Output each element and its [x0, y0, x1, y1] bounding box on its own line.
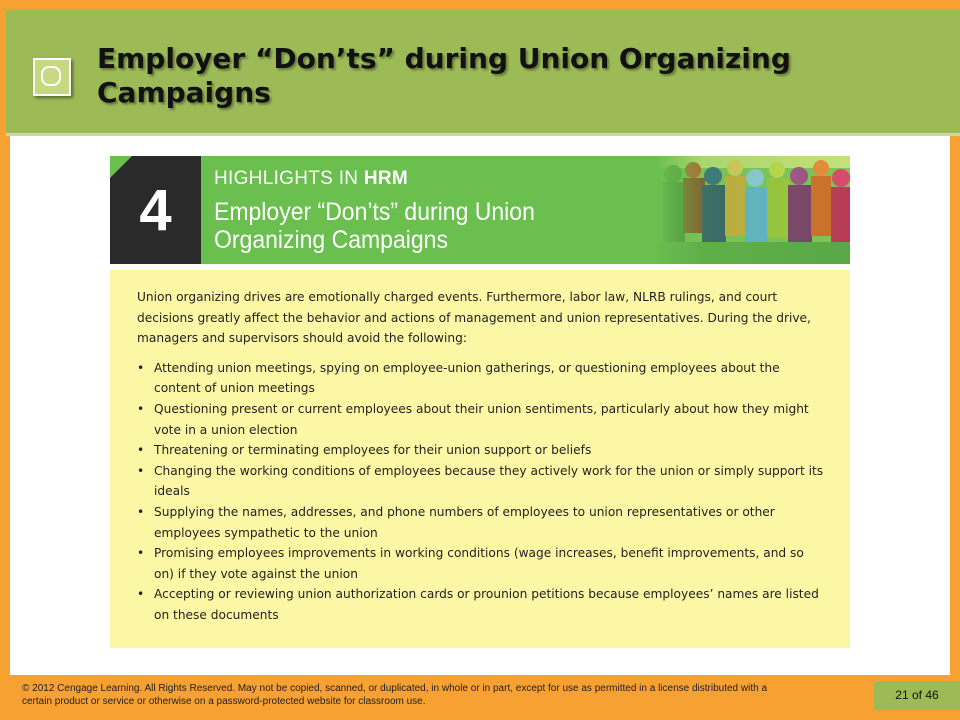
- list-item-text: Changing the working conditions of employees because they actively work for the union or simply support its ideals: [154, 463, 824, 499]
- list-item-text: Attending union meetings, spying on employee-union gatherings, or questioning employees about the content of union meetings: [154, 360, 780, 396]
- list-item: [137, 584, 827, 625]
- list-item-text: Supplying the names, addresses, and phone numbers of employees to union representatives or other employees sympathetic to the union: [154, 504, 775, 540]
- page-number-indicator: [874, 681, 960, 710]
- bullet-icon: •: [137, 546, 145, 561]
- bullet-icon: •: [137, 401, 145, 416]
- list-item-text: Promising employees improvements in working conditions (wage increases, benefit improvements, and so on) if they vote against the union: [154, 546, 804, 581]
- donts-list: [137, 358, 827, 626]
- page-of: of: [911, 688, 922, 702]
- copyright-notice: © 2012 Cengage Learning. All Rights Reserved. May not be copied, scanned, or duplicated, in whole or in part, except for use as permitted in a license distributed with a certain product or service or otherwise on a password-protected website for classroom use.: [22, 683, 768, 707]
- kicker-prefix: HIGHLIGHTS IN: [214, 168, 364, 189]
- slide-title: Employer “Don’ts” during Union Organizing Campaigns: [97, 42, 791, 109]
- list-item: [137, 440, 827, 461]
- figure-number-box: [110, 156, 201, 264]
- bullet-icon: •: [137, 443, 145, 458]
- list-item: [137, 502, 827, 543]
- list-item: [137, 358, 827, 399]
- bullet-icon: •: [137, 504, 145, 519]
- list-item-text: Accepting or reviewing union authorization cards or prounion petitions because employees’ names are listed on these documents: [154, 587, 819, 622]
- kicker-bold: HRM: [363, 168, 409, 189]
- figure-title: Employer “Don’ts” during Union Organizing Campaigns: [214, 198, 535, 254]
- bullet-icon: •: [137, 463, 145, 478]
- list-item-text: Threatening or terminating employees for their union support or beliefs: [154, 443, 592, 458]
- list-item: [137, 399, 827, 440]
- figure-body: [137, 287, 827, 626]
- list-item-text: Questioning present or current employees about their union sentiments, particularly about how they might vote in a union election: [154, 401, 809, 437]
- list-item: [137, 543, 827, 584]
- bullet-icon: •: [137, 587, 145, 602]
- page-total: 46: [925, 688, 939, 702]
- list-item: [137, 461, 827, 502]
- figure-header: [110, 156, 850, 264]
- figure-kicker: [214, 168, 408, 190]
- crowd-illustration-icon: [655, 156, 850, 264]
- rounded-square-logo-icon: [33, 58, 71, 96]
- highlights-figure: [110, 156, 850, 648]
- intro-paragraph: Union organizing drives are emotionally charged events. Furthermore, labor law, NLRB rulings, and court decisions greatly affect the behavior and actions of management and union representatives. During the drive, managers and supervisors should avoid the following:: [137, 290, 811, 346]
- page-current: 21: [895, 688, 909, 702]
- figure-divider: [110, 264, 850, 270]
- figure-number: 4: [139, 178, 172, 243]
- bullet-icon: •: [137, 360, 145, 375]
